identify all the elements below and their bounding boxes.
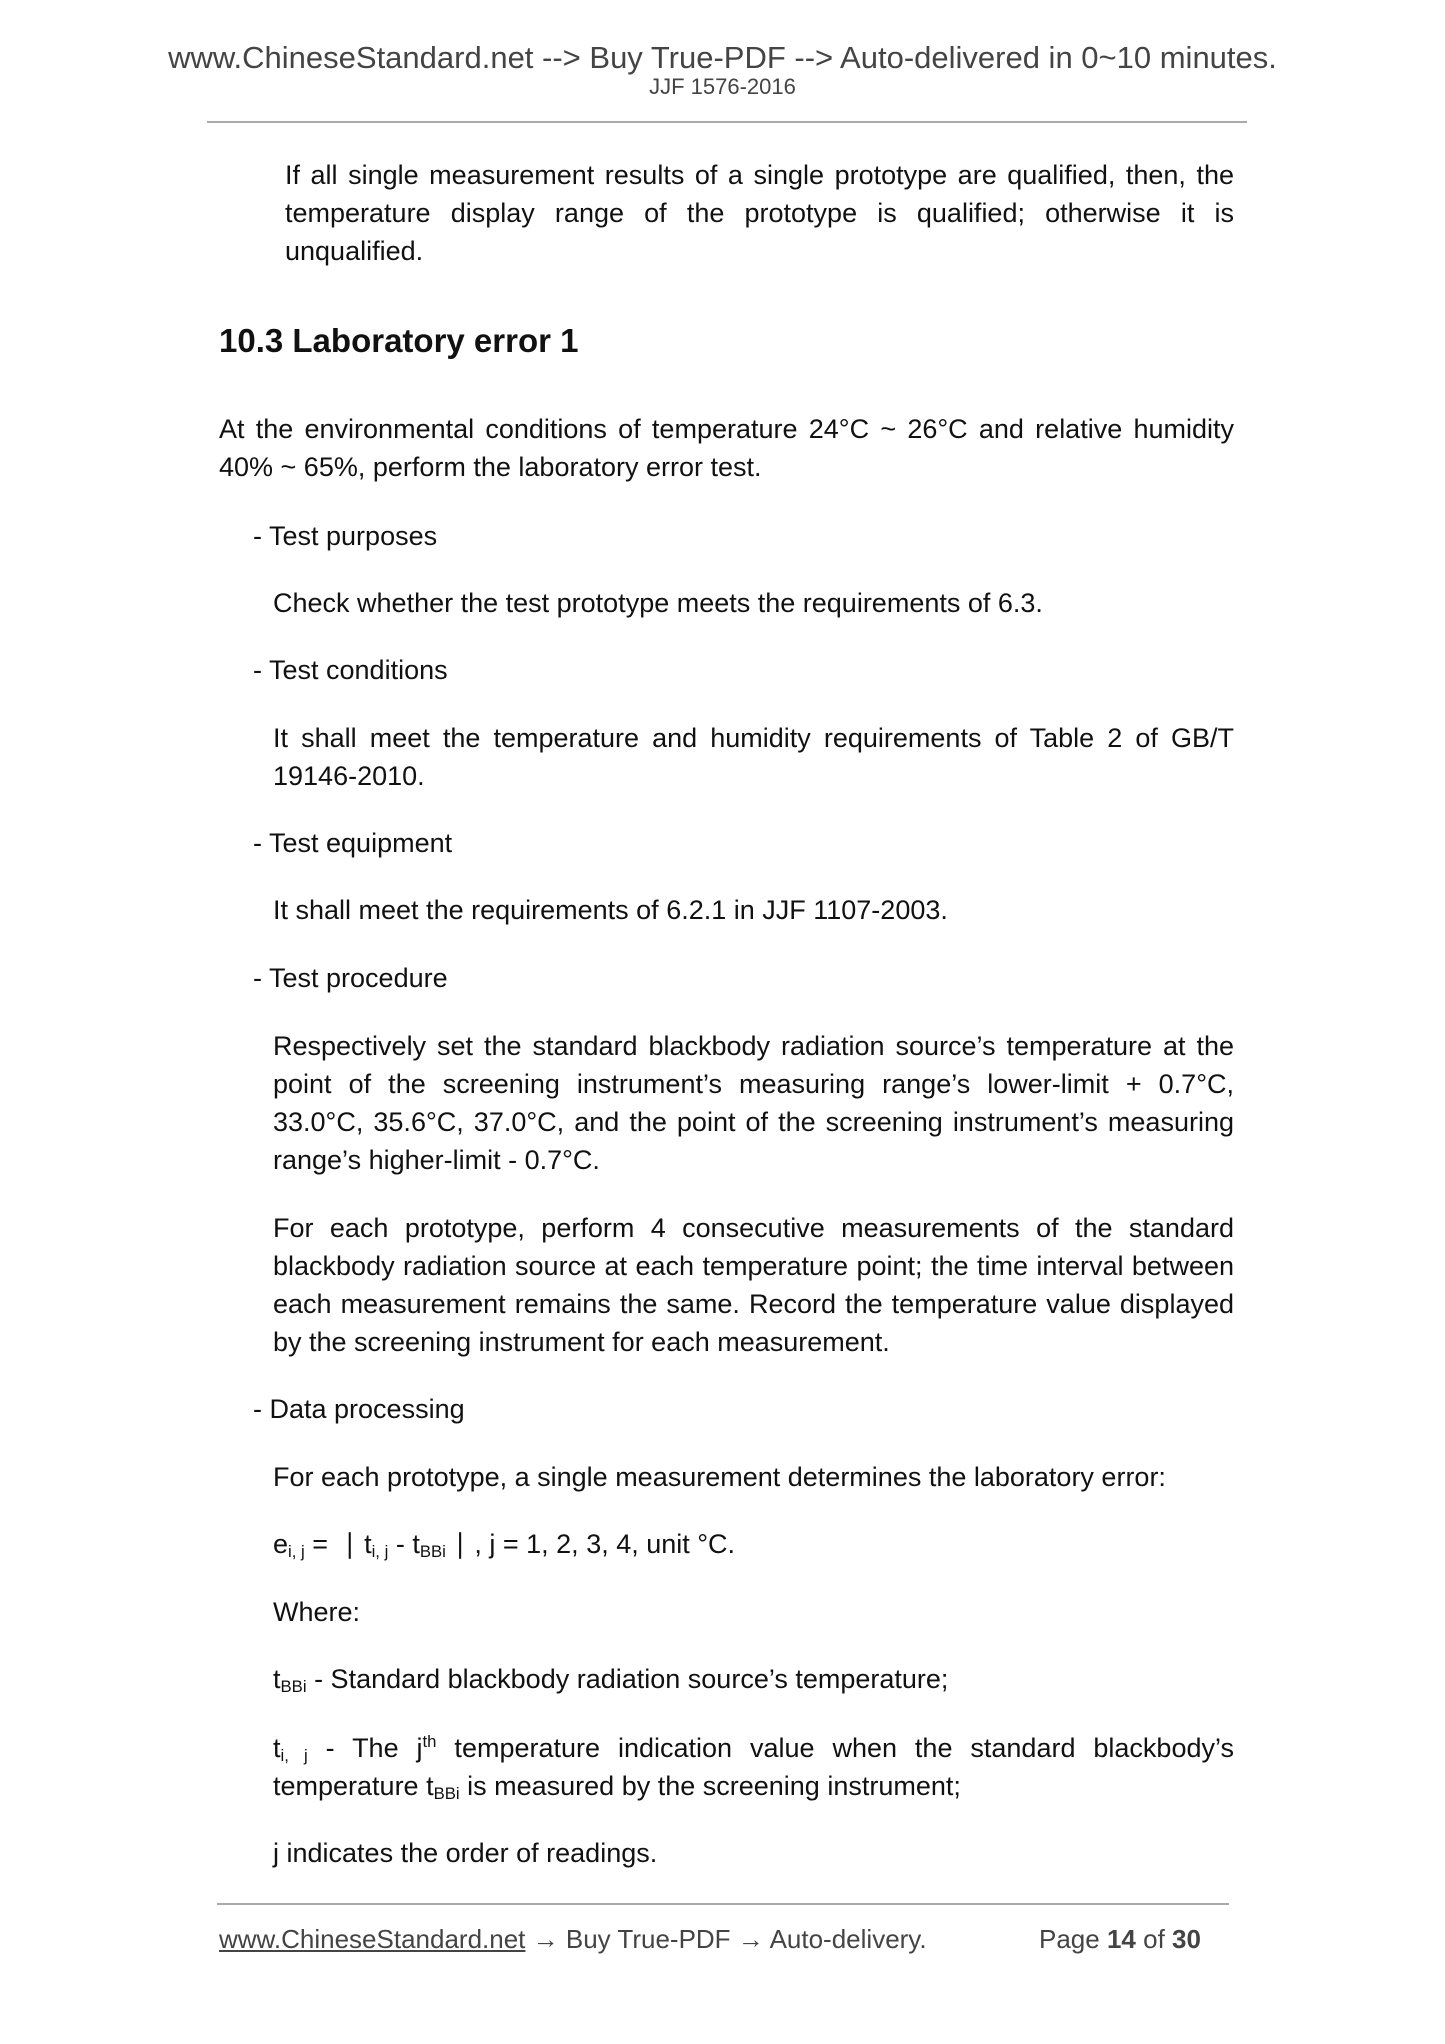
test-equipment-label: - Test equipment [253, 828, 453, 858]
definition-tij [273, 1729, 1234, 1805]
formula-minus: - t [388, 1529, 420, 1559]
test-conditions-text: It shall meet the temperature and humidity requirements of Table 2 of GB/T 19146-2010. [273, 723, 1234, 791]
page-total: 30 [1172, 1924, 1201, 1954]
def2-symbol: t [273, 1733, 281, 1763]
header-banner: www.ChineseStandard.net --> Buy True-PDF --> Auto-delivered in 0~10 minutes. [168, 40, 1277, 75]
page-number: 14 [1106, 1924, 1136, 1954]
error-formula [273, 1525, 735, 1563]
formula-t: t [364, 1529, 372, 1559]
header-divider [207, 121, 1247, 123]
def1-text: - Standard blackbody radiation source’s temperature; [306, 1664, 949, 1694]
of-label: of [1143, 1924, 1165, 1954]
page-label: Page [1039, 1924, 1100, 1954]
test-conditions-label: - Test conditions [253, 655, 448, 685]
section-heading: 10.3 Laboratory error 1 [219, 322, 579, 359]
def2-text-3: is measured by the screening instrument; [459, 1771, 961, 1801]
def2-text-2: temperature indication value when the standard blackbody’s temperature t [273, 1733, 1234, 1801]
formula-e: e [273, 1529, 289, 1559]
formula-e-subscript: i, j [288, 1542, 305, 1562]
formula-bb-subscript: BBi [419, 1542, 446, 1562]
where-label: Where: [273, 1597, 361, 1627]
test-procedure-text-2: For each prototype, perform 4 consecutive measurements of the standard blackbody radiation source at each temperature point; the time interval between each measurement remains the same. Record the temperature value displayed by the screening instrument for each measurement. [273, 1213, 1234, 1357]
footer-divider [217, 1903, 1229, 1905]
definition-j: j indicates the order of readings. [273, 1838, 658, 1868]
footer-link[interactable]: www.ChineseStandard.net [219, 1924, 526, 1954]
formula-equals: = ∣ [304, 1529, 365, 1559]
data-processing-text: For each prototype, a single measurement determines the laboratory error: [273, 1462, 1166, 1492]
def2-subscript-2: BBi [433, 1784, 460, 1804]
footer-rest: → Buy True-PDF → Auto-delivery. [525, 1924, 927, 1954]
def1-symbol: t [273, 1664, 281, 1694]
page-indicator [1039, 1923, 1201, 1955]
test-purposes-label: - Test purposes [253, 521, 438, 551]
environment-paragraph: At the environmental conditions of temperature 24°C ~ 26°C and relative humidity 40% ~ 65%, perform the laboratory error test. [219, 414, 1234, 482]
def2-superscript: th [422, 1732, 437, 1751]
test-procedure-text-1: Respectively set the standard blackbody radiation source’s temperature at the point of the screening instrument’s measuring range’s lower-limit + 0.7°C, 33.0°C, 35.6°C, 37.0°C, and the point of the screening instrument’s measuring range’s higher-limit - 0.7°C. [273, 1031, 1234, 1175]
formula-t-subscript: i, j [371, 1542, 389, 1562]
footer-text [219, 1923, 927, 1955]
def2-subscript: i, j [280, 1746, 308, 1766]
test-procedure-label: - Test procedure [253, 963, 448, 993]
data-processing-label: - Data processing [253, 1394, 465, 1424]
definition-tbbi [273, 1660, 948, 1698]
def2-text-1: - The j [307, 1733, 423, 1763]
intro-paragraph: If all single measurement results of a single prototype are qualified, then, the temperature display range of the prototype is qualified; otherwise it is unqualified. [285, 160, 1234, 266]
formula-tail: ∣ , j = 1, 2, 3, 4, unit °C. [445, 1529, 736, 1559]
test-purposes-text: Check whether the test prototype meets the requirements of 6.3. [273, 588, 1043, 618]
def1-subscript: BBi [280, 1677, 307, 1697]
document-id: JJF 1576-2016 [649, 74, 796, 99]
test-equipment-text: It shall meet the requirements of 6.2.1 in JJF 1107-2003. [273, 895, 948, 925]
